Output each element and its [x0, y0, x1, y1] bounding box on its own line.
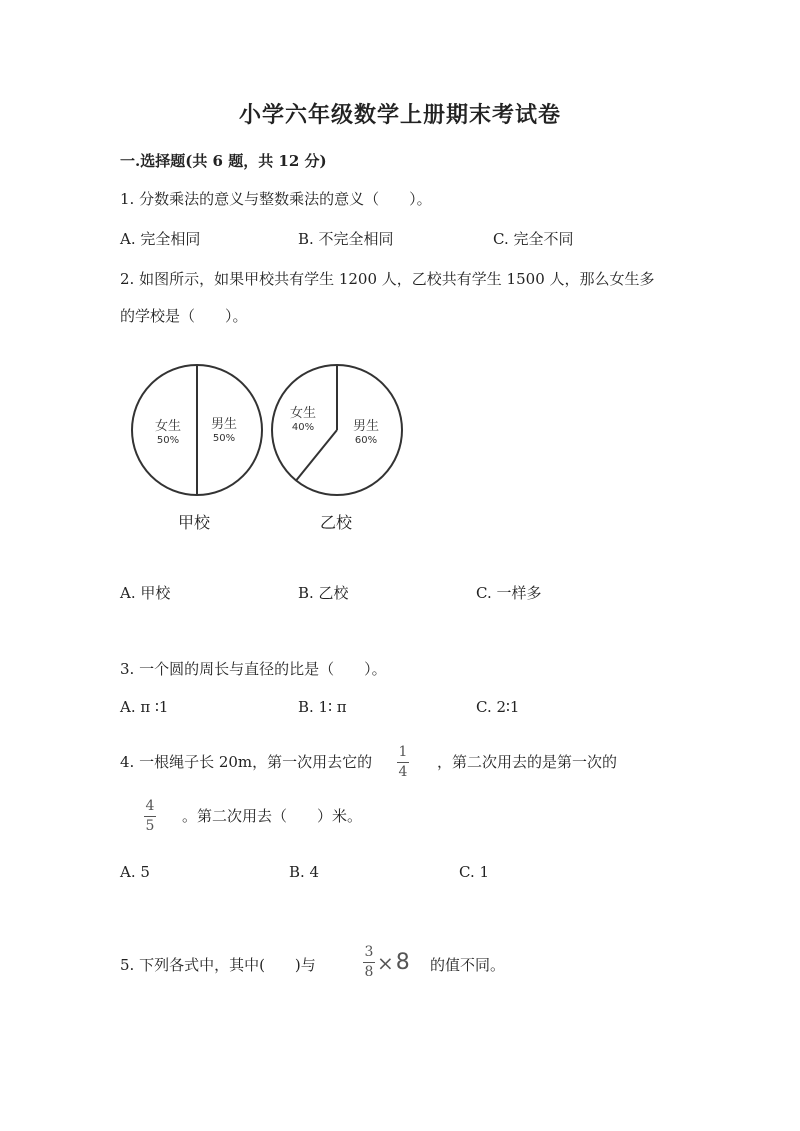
question-4-part-3: 。第二次用去（ ）米。: [182, 807, 363, 825]
question-2-figure: [120, 355, 420, 545]
question-1-option-b[interactable]: B. 不完全相同: [298, 230, 394, 248]
section-heading: 一.选择题(共 6 题，共 12 分): [120, 152, 327, 170]
question-3-text: 3. 一个圆的周长与直径的比是（ ）。: [120, 660, 387, 678]
question-2-option-a[interactable]: A. 甲校: [120, 584, 171, 602]
pie-charts: [120, 355, 420, 545]
yi-school-label: 乙校: [320, 513, 353, 532]
question-2-line-2: 的学校是（ ）。: [120, 307, 248, 325]
question-1-option-c[interactable]: C. 完全不同: [493, 230, 574, 248]
question-3-option-c[interactable]: C. 2∶1: [476, 698, 520, 716]
yi-boy-label: 男生 60%: [352, 419, 379, 446]
jia-school-label: 甲校: [178, 513, 211, 532]
expression-three-eighths-times-eight: [363, 945, 410, 980]
fraction-four-fifths: 4 5: [145, 798, 155, 834]
question-5-part-1: 5. 下列各式中，其中( )与: [120, 956, 316, 974]
fraction-three-eighths: $\frac{3}{8}$: [364, 944, 374, 980]
question-1-option-a[interactable]: A. 完全相同: [120, 230, 201, 248]
page-title: 小学六年级数学上册期末考试卷: [238, 102, 561, 128]
question-5-part-2: 的值不同。: [430, 956, 506, 974]
question-3-option-b[interactable]: B. 1∶ π: [298, 698, 347, 716]
question-2-option-c[interactable]: C. 一样多: [476, 584, 542, 602]
question-1-text: 1. 分数乘法的意义与整数乘法的意义（ ）。: [120, 190, 432, 208]
question-3-option-a[interactable]: A. π ∶1: [120, 698, 169, 716]
jia-girl-label: 女生 50%: [154, 419, 181, 446]
times-sign: ×: [377, 950, 394, 975]
yi-girl-label: 女生 40%: [289, 406, 316, 433]
question-4-part-1: 4. 一根绳子长 20m，第一次用去它的: [120, 753, 373, 771]
yi-pie-divider-bottom: [297, 430, 338, 480]
question-4-part-2: ，第二次用去的是第一次的: [437, 753, 618, 771]
question-4-option-b[interactable]: B. 4: [289, 863, 320, 881]
question-2-line-1: 2. 如图所示，如果甲校共有学生 1200 人，乙校共有学生 1500 人，那么女生多: [120, 270, 655, 288]
question-2-option-b[interactable]: B. 乙校: [298, 584, 349, 602]
question-4-option-c[interactable]: C. 1: [459, 863, 490, 881]
fraction-one-quarter: 1 4: [398, 744, 408, 780]
question-4-option-a[interactable]: A. 5: [120, 863, 150, 881]
jia-boy-label: 男生 50%: [210, 417, 237, 444]
multiplier: 8: [395, 950, 410, 975]
